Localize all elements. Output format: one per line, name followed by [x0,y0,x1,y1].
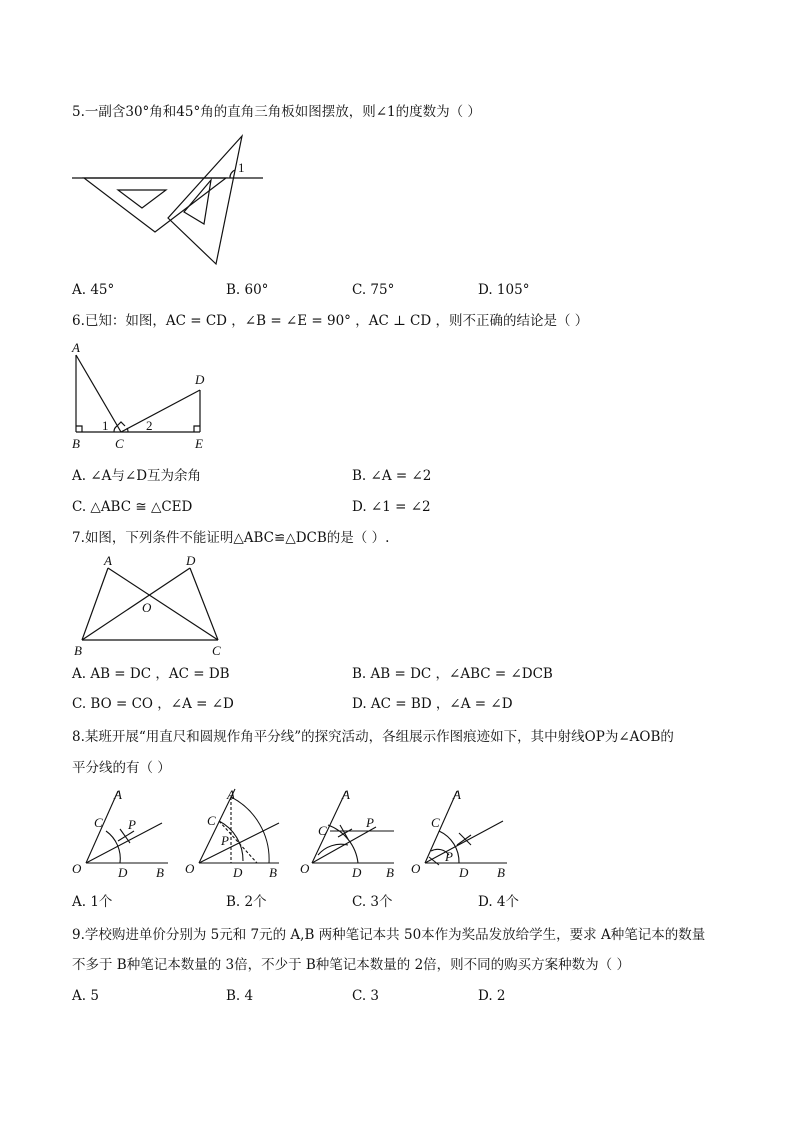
q6-stem: 6.已知：如图，AC = CD ，∠B = ∠E = 90° ，AC ⊥ CD ，则不正确的结论是（ ） [72,313,589,329]
q5-angle-label: 1 [238,160,245,175]
q8-stem-line1: 8.某班开展“用直尺和圆规作角平分线”的探究活动，各组展示作图痕迹如下，其中射线OP为∠AOB的 [72,729,674,745]
q8-figure-1 [70,785,175,880]
figure-label-a: A [453,787,461,802]
figure-label-o: O [185,861,195,876]
q8-option-b[interactable]: B. 2个 [226,894,267,910]
figure-label-c: C [207,813,216,828]
figure-label-d: D [352,865,362,880]
q5-stem: 5.一副含30°角和45°角的直角三角板如图摆放，则∠1的度数为（ ） [72,104,481,120]
q8-figure-4 [409,785,514,880]
figure-label-a: A [342,787,350,802]
figure-label-d: D [233,865,243,880]
q6-option-b[interactable]: B. ∠A = ∠2 [352,468,432,484]
q5-figure [72,134,267,269]
figure-label-b: B [269,865,277,880]
q6-option-a[interactable]: A. ∠A与∠D互为余角 [72,468,202,484]
q6-option-c[interactable]: C. △ABC ≅ △CED [72,499,193,515]
q9-option-d[interactable]: D. 2 [478,988,506,1004]
q7-option-c[interactable]: C. BO = CO ，∠A = ∠D [72,696,234,712]
q6-label-1: 1 [102,418,109,433]
q7-stem: 7.如图，下列条件不能证明△ABC≌△DCB的是（ ）. [72,530,390,546]
q9-option-c[interactable]: C. 3 [352,988,380,1004]
q7-label-o: O [142,600,152,615]
q6-label-a: A [72,340,80,355]
q6-label-c: C [115,436,124,451]
q5-option-d[interactable]: D. 105° [478,282,530,298]
figure-label-c: C [94,815,103,830]
figure-label-p: P [366,815,374,830]
q5-triangle-45 [84,178,226,232]
q7-label-a: A [104,553,112,568]
q9-option-b[interactable]: B. 4 [226,988,254,1004]
q6-label-b: B [72,436,80,451]
figure-label-b: B [497,865,505,880]
q9-option-a[interactable]: A. 5 [72,988,99,1004]
q5-triangle-30 [168,136,242,264]
q5-triangle-30-inner [184,180,211,224]
q6-label-2: 2 [146,418,153,433]
q7-figure [72,552,232,660]
figure-label-c: C [318,823,327,838]
q7-option-a[interactable]: A. AB = DC ，AC = DB [72,666,230,682]
figure-label-c: C [431,815,440,830]
figure-label-p: P [128,817,136,832]
q6-figure [70,340,220,455]
figure-label-a: A [227,787,235,802]
figure-label-b: B [156,865,164,880]
q7-label-b: B [74,643,82,658]
figure-label-o: O [411,861,421,876]
q8-option-a[interactable]: A. 1个 [72,894,113,910]
figure-label-o: O [72,861,82,876]
q8-stem-line2: 平分线的有（ ） [72,760,171,776]
q8-option-d[interactable]: D. 4个 [478,894,520,910]
figure-label-p: P [221,833,229,848]
q5-option-c[interactable]: C. 75° [352,282,395,298]
q7-option-d[interactable]: D. AC = BD ，∠A = ∠D [352,696,513,712]
q7-label-d: D [186,553,196,568]
figure-label-d: D [118,865,128,880]
q9-stem-line2: 不多于 B种笔记本数量的 3倍，不少于 B种笔记本数量的 2倍，则不同的购买方案种数为（ ） [72,957,630,973]
q8-option-c[interactable]: C. 3个 [352,894,393,910]
q8-figure-2 [183,785,288,880]
q6-label-e: E [195,436,203,451]
q5-option-a[interactable]: A. 45° [72,282,115,298]
figure-label-a: A [114,787,122,802]
figure-label-p: P [445,849,453,864]
figure-label-o: O [300,861,310,876]
q6-label-d: D [195,372,205,387]
q5-option-b[interactable]: B. 60° [226,282,269,298]
figure-label-b: B [386,865,394,880]
q7-label-c: C [212,643,221,658]
figure-label-d: D [459,865,469,880]
q5-triangle-45-inner [118,190,166,208]
q9-stem-line1: 9.学校购进单价分别为 5元和 7元的 A,B 两种笔记本共 50本作为奖品发放给学生，要求 A种笔记本的数量 [72,927,706,943]
q6-option-d[interactable]: D. ∠1 = ∠2 [352,499,431,515]
q8-figure-3 [296,785,406,880]
q7-option-b[interactable]: B. AB = DC ，∠ABC = ∠DCB [352,666,553,682]
